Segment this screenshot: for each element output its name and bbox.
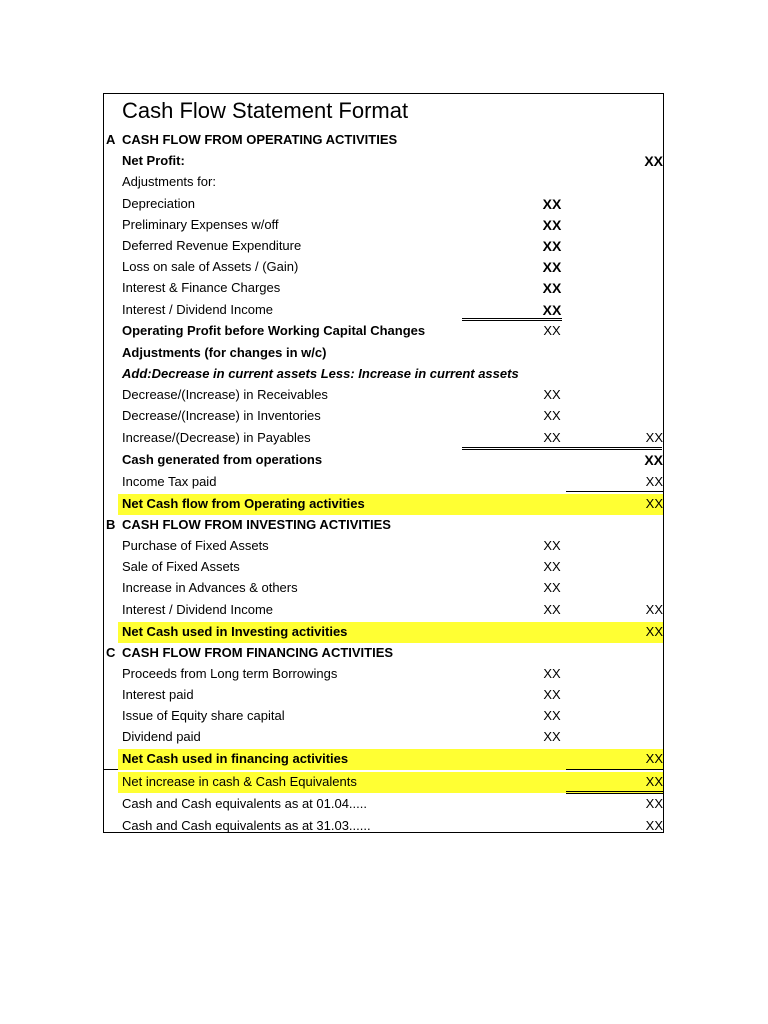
amount-column-1: XX (543, 602, 561, 617)
statement-row (104, 321, 663, 342)
row-label: Proceeds from Long term Borrowings (122, 666, 338, 681)
row-label: Issue of Equity share capital (122, 708, 285, 723)
total-rule (566, 491, 663, 492)
row-label: Cash and Cash equivalents as at 01.04..... (122, 796, 367, 811)
row-label: CASH FLOW FROM FINANCING ACTIVITIES (122, 645, 394, 660)
amount-column-1: XX (543, 729, 561, 744)
statement-row (104, 622, 663, 643)
row-label: Increase in Advances & others (122, 580, 298, 595)
section-letter: A (106, 132, 116, 147)
statement-row (104, 727, 663, 748)
row-label: Interest / Dividend Income (122, 302, 274, 317)
total-rule (566, 769, 663, 770)
statement-row (104, 385, 663, 406)
statement-row (104, 257, 663, 278)
row-label: Purchase of Fixed Assets (122, 538, 269, 553)
section-letter: C (106, 645, 116, 660)
statement-row (104, 130, 663, 151)
statement-row (104, 706, 663, 727)
statement-row (104, 428, 663, 449)
row-label: Operating Profit before Working Capital Changes (122, 323, 426, 338)
amount-column-2: XX (644, 153, 663, 169)
statement-row (104, 472, 663, 493)
section-letter: B (106, 517, 116, 532)
row-label: Income Tax paid (122, 474, 217, 489)
row-label: Decrease/(Increase) in Receivables (122, 387, 328, 402)
row-label: Net increase in cash & Cash Equivalents (122, 774, 357, 789)
amount-column-1: XX (543, 580, 561, 595)
amount-column-2: XX (645, 496, 663, 511)
row-label: Depreciation (122, 196, 195, 211)
total-rule (104, 769, 118, 770)
amount-column-1: XX (542, 259, 562, 275)
row-label: Loss on sale of Assets / (Gain) (122, 259, 299, 274)
amount-column-1: XX (542, 302, 562, 318)
amount-column-2: XX (645, 474, 663, 489)
row-label: Deferred Revenue Expenditure (122, 238, 302, 253)
statement-row (104, 664, 663, 685)
statement-row (104, 406, 663, 427)
row-label: Net Cash used in Investing activities (122, 624, 348, 639)
row-label: Preliminary Expenses w/off (122, 217, 279, 232)
statement-row (104, 172, 663, 193)
statement-row (104, 772, 663, 793)
row-label: Add:Decrease in current assets Less: Increase in current assets (122, 366, 519, 381)
statement-row (104, 643, 663, 664)
amount-column-1: XX (542, 196, 562, 212)
cash-flow-statement-sheet (103, 93, 664, 833)
amount-column-1: XX (543, 408, 561, 423)
total-rule (566, 791, 663, 794)
row-label: CASH FLOW FROM OPERATING ACTIVITIES (122, 132, 398, 147)
statement-row (104, 151, 663, 172)
statement-row (104, 450, 663, 471)
statement-row (104, 600, 663, 621)
row-label: Interest & Finance Charges (122, 280, 281, 295)
row-label: Net Cash used in financing activities (122, 751, 349, 766)
row-label: Dividend paid (122, 729, 201, 744)
statement-row (104, 515, 663, 536)
row-label: CASH FLOW FROM INVESTING ACTIVITIES (122, 517, 391, 532)
row-label: Net Profit: (122, 153, 185, 168)
amount-column-1: XX (543, 323, 561, 338)
page-title: Cash Flow Statement Format (122, 98, 409, 123)
statement-row (104, 278, 663, 299)
amount-column-2: XX (645, 796, 663, 811)
row-label: Cash and Cash equivalents as at 31.03...... (122, 818, 371, 833)
amount-column-2: XX (645, 774, 663, 789)
amount-column-2: XX (645, 624, 663, 639)
statement-row (104, 215, 663, 236)
statement-row (104, 343, 663, 364)
amount-column-2: XX (645, 430, 663, 445)
row-label: Adjustments (for changes in w/c) (122, 345, 327, 360)
total-rule (462, 318, 562, 321)
amount-column-1: XX (543, 666, 561, 681)
statement-row (104, 300, 663, 321)
amount-column-1: XX (543, 387, 561, 402)
amount-column-1: XX (543, 430, 561, 445)
amount-column-1: XX (543, 559, 561, 574)
amount-column-2: XX (645, 818, 663, 833)
amount-column-1: XX (542, 238, 562, 254)
row-label: Increase/(Decrease) in Payables (122, 430, 311, 445)
statement-row (104, 364, 663, 385)
statement-row (104, 816, 663, 837)
amount-column-2: XX (645, 751, 663, 766)
row-label: Decrease/(Increase) in Inventories (122, 408, 321, 423)
amount-column-2: XX (645, 602, 663, 617)
statement-row (104, 685, 663, 706)
statement-row (104, 194, 663, 215)
statement-row (104, 749, 663, 770)
row-label: Interest paid (122, 687, 194, 702)
row-label: Cash generated from operations (122, 452, 323, 467)
row-label: Interest / Dividend Income (122, 602, 274, 617)
total-rule (462, 447, 662, 450)
amount-column-1: XX (542, 217, 562, 233)
row-label: Sale of Fixed Assets (122, 559, 240, 574)
statement-row (104, 536, 663, 557)
statement-row (104, 236, 663, 257)
amount-column-1: XX (543, 538, 561, 553)
statement-row (104, 578, 663, 599)
statement-row (104, 794, 663, 815)
row-label: Adjustments for: (122, 174, 216, 189)
statement-row (104, 494, 663, 515)
amount-column-1: XX (543, 687, 561, 702)
amount-column-2: XX (644, 452, 663, 468)
amount-column-1: XX (542, 280, 562, 296)
amount-column-1: XX (543, 708, 561, 723)
row-label: Net Cash flow from Operating activities (122, 496, 365, 511)
statement-row (104, 557, 663, 578)
